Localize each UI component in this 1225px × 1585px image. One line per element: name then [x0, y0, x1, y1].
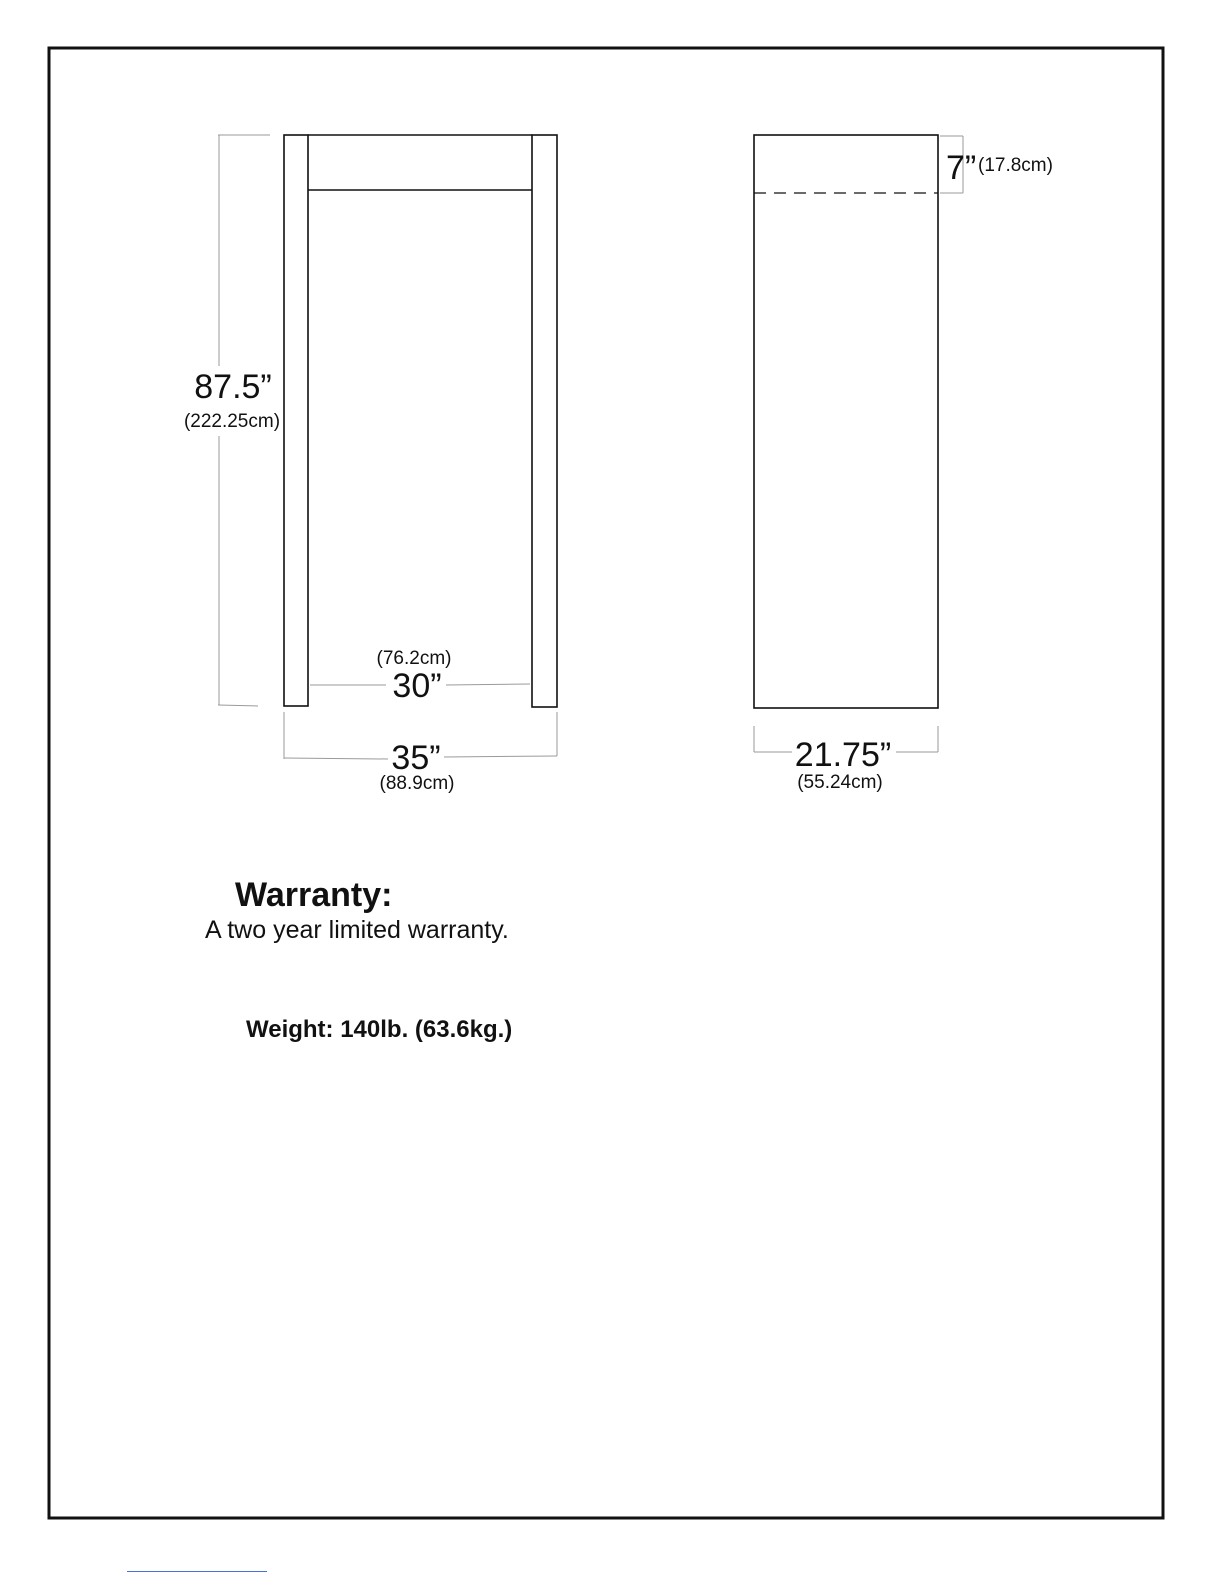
outer-width-inches-label: 35”	[391, 739, 441, 777]
outer-width-cm-label: (88.9cm)	[379, 773, 455, 794]
top-depth-cm-label: (17.8cm)	[978, 155, 1053, 176]
warranty-title: Warranty:	[235, 876, 393, 914]
weight-text: Weight: 140lb. (63.6kg.)	[246, 1016, 513, 1043]
page-border	[49, 48, 1163, 1518]
inner-width-inches-label: 30”	[392, 667, 442, 705]
front-right-post	[532, 135, 557, 707]
inner-width-cm-label: (76.2cm)	[376, 648, 452, 669]
side-dimension-lines	[754, 136, 963, 752]
outer-width-line-left	[284, 758, 388, 759]
side-view	[754, 135, 938, 708]
warranty-text: A two year limited warranty.	[205, 916, 509, 944]
front-view	[284, 135, 557, 707]
height-cm-label: (222.25cm)	[183, 411, 281, 432]
depth-inches-label: 21.75”	[794, 736, 892, 774]
inner-width-line-right	[446, 684, 530, 685]
height-tick-bottom	[218, 705, 258, 706]
height-inches-label: 87.5”	[194, 368, 272, 406]
footer-link-underline[interactable]	[127, 1571, 267, 1572]
side-panel	[754, 135, 938, 708]
outer-width-line-right	[444, 756, 557, 757]
depth-cm-label: (55.24cm)	[797, 772, 883, 793]
front-left-post	[284, 135, 308, 706]
top-depth-inches-label: 7”	[946, 149, 977, 187]
